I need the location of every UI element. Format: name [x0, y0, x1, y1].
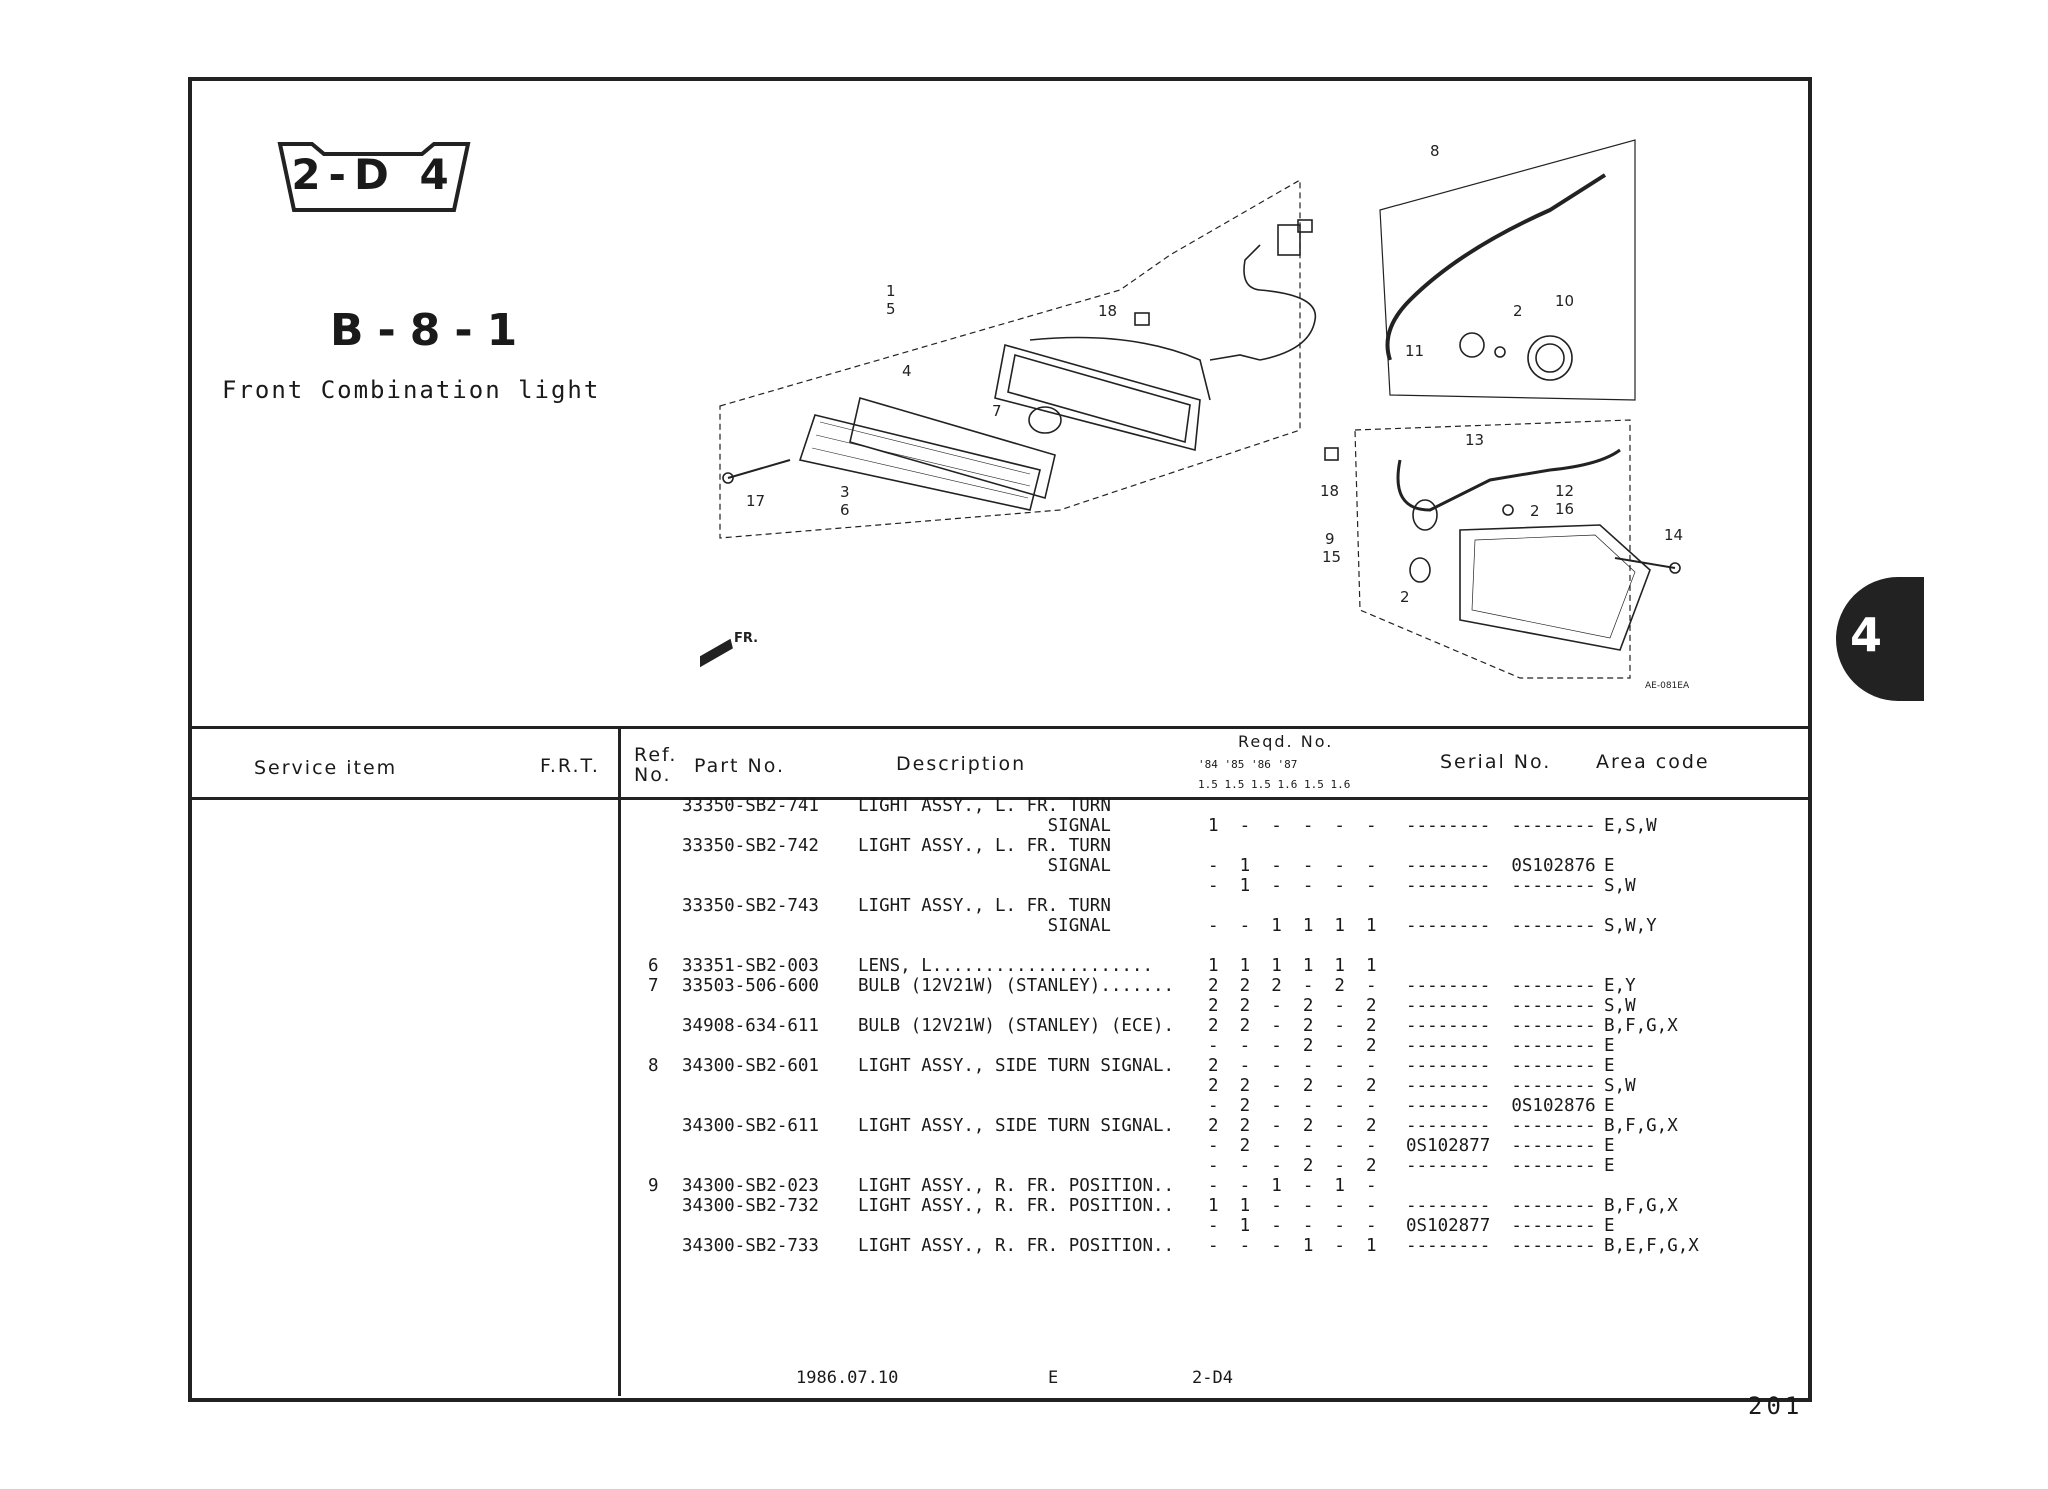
row-description: LIGHT ASSY., L. FR. TURN	[858, 796, 1111, 816]
col-ref-no-2: No.	[634, 764, 672, 786]
row-area-code: B,F,G,X	[1604, 1016, 1678, 1036]
row-part-no: 33350-SB2-743	[682, 896, 819, 916]
row-area-code: E	[1604, 1136, 1615, 1156]
row-area-code: S,W	[1604, 996, 1636, 1016]
row-serial-no: 0S102877 --------	[1406, 1216, 1596, 1236]
col-years: '84 '85 '86 '87	[1198, 758, 1298, 771]
col-part-no: Part No.	[694, 755, 786, 777]
row-area-code: E	[1604, 1156, 1615, 1176]
row-serial-no: -------- --------	[1406, 1056, 1596, 1076]
row-part-no: 34300-SB2-732	[682, 1196, 819, 1216]
row-qty: - - - 1 - 1	[1208, 1236, 1377, 1256]
row-area-code: E	[1604, 1056, 1615, 1076]
row-qty: 2 - - - - -	[1208, 1056, 1377, 1076]
section-code: 2-D 4	[291, 150, 457, 199]
callout-9: 9	[1325, 530, 1335, 548]
row-description: LIGHT ASSY., R. FR. POSITION..	[858, 1236, 1175, 1256]
row-ref-no: 9	[648, 1176, 659, 1196]
row-qty: 1 - - - - -	[1208, 816, 1377, 836]
col-reqd-no: Reqd. No.	[1238, 732, 1334, 751]
row-area-code: E	[1604, 1036, 1615, 1056]
col-ref-no-1: Ref.	[634, 744, 678, 766]
row-qty: 2 2 - 2 - 2	[1208, 1076, 1377, 1096]
callout-1: 1	[886, 282, 896, 300]
callout-2c: 2	[1400, 588, 1410, 606]
front-arrow-label: FR.	[734, 631, 759, 646]
callout-5: 5	[886, 300, 896, 318]
row-qty: 2 2 2 - 2 -	[1208, 976, 1377, 996]
row-part-no: 33503-506-600	[682, 976, 819, 996]
callout-15: 15	[1322, 548, 1342, 566]
row-serial-no: -------- --------	[1406, 1156, 1596, 1176]
row-qty: 2 2 - 2 - 2	[1208, 996, 1377, 1016]
row-part-no: 34908-634-611	[682, 1016, 819, 1036]
row-part-no: 33350-SB2-742	[682, 836, 819, 856]
footer-code: 2-D4	[1192, 1368, 1233, 1388]
row-description: SIGNAL	[858, 856, 1111, 876]
row-serial-no: -------- --------	[1406, 976, 1596, 996]
row-description: BULB (12V21W) (STANLEY).......	[858, 976, 1175, 996]
row-area-code: B,F,G,X	[1604, 1196, 1678, 1216]
row-qty: - - - 2 - 2	[1208, 1036, 1377, 1056]
page-number: 201	[1748, 1392, 1804, 1420]
chapter-tab-label: 4	[1850, 608, 1883, 662]
row-qty: - - 1 - 1 -	[1208, 1176, 1377, 1196]
row-part-no: 34300-SB2-601	[682, 1056, 819, 1076]
row-serial-no: -------- --------	[1406, 1116, 1596, 1136]
row-description: BULB (12V21W) (STANLEY) (ECE).	[858, 1016, 1175, 1036]
row-ref-no: 7	[648, 976, 659, 996]
row-ref-no: 8	[648, 1056, 659, 1076]
group-name: Front Combination light	[222, 376, 601, 404]
row-part-no: 34300-SB2-023	[682, 1176, 819, 1196]
callout-7: 7	[992, 402, 1002, 420]
row-area-code: E	[1604, 856, 1615, 876]
row-description: LIGHT ASSY., SIDE TURN SIGNAL.	[858, 1116, 1175, 1136]
row-description: LIGHT ASSY., L. FR. TURN	[858, 896, 1111, 916]
row-serial-no: -------- --------	[1406, 876, 1596, 896]
callout-12: 12	[1555, 482, 1575, 500]
callout-18: 18	[1098, 302, 1118, 320]
row-serial-no: -------- --------	[1406, 916, 1596, 936]
figure-code: AE-081EA	[1645, 681, 1690, 691]
row-description: LENS, L.....................	[858, 956, 1154, 976]
footer-edition: E	[1048, 1368, 1059, 1388]
row-qty: - 2 - - - -	[1208, 1096, 1377, 1116]
row-part-no: 33350-SB2-741	[682, 796, 819, 816]
callout-18b: 18	[1320, 482, 1340, 500]
row-serial-no: -------- 0S102876	[1406, 856, 1596, 876]
callout-3: 3	[840, 483, 850, 501]
col-engines: 1.5 1.5 1.5 1.6 1.5 1.6	[1198, 778, 1351, 791]
row-area-code: E	[1604, 1216, 1615, 1236]
col-serial-no: Serial No.	[1440, 751, 1552, 773]
row-area-code: E,S,W	[1604, 816, 1657, 836]
callout-11: 11	[1405, 342, 1425, 360]
callout-4: 4	[902, 362, 912, 380]
row-description: LIGHT ASSY., R. FR. POSITION..	[858, 1196, 1175, 1216]
row-area-code: B,E,F,G,X	[1604, 1236, 1699, 1256]
col-description: Description	[896, 753, 1027, 775]
exploded-parts-diagram	[700, 130, 1720, 710]
row-area-code: S,W	[1604, 876, 1636, 896]
callout-14: 14	[1664, 526, 1684, 544]
row-serial-no: -------- --------	[1406, 996, 1596, 1016]
row-qty: - - - 2 - 2	[1208, 1156, 1377, 1176]
callout-17: 17	[746, 492, 766, 510]
callout-8: 8	[1430, 142, 1440, 160]
callout-10: 10	[1555, 292, 1575, 310]
column-divider	[618, 727, 621, 1396]
row-serial-no: -------- --------	[1406, 1036, 1596, 1056]
row-description: SIGNAL	[858, 816, 1111, 836]
callout-16: 16	[1555, 500, 1575, 518]
col-frt: F.R.T.	[540, 755, 600, 777]
row-area-code: E,Y	[1604, 976, 1636, 996]
row-qty: - 1 - - - -	[1208, 1216, 1377, 1236]
row-qty: - - 1 1 1 1	[1208, 916, 1377, 936]
row-part-no: 34300-SB2-733	[682, 1236, 819, 1256]
row-description: LIGHT ASSY., SIDE TURN SIGNAL.	[858, 1056, 1175, 1076]
row-serial-no: -------- --------	[1406, 1236, 1596, 1256]
row-qty: - 2 - - - -	[1208, 1136, 1377, 1156]
row-qty: - 1 - - - -	[1208, 876, 1377, 896]
row-area-code: S,W,Y	[1604, 916, 1657, 936]
table-top-rule	[192, 726, 1808, 729]
row-qty: 1 1 - - - -	[1208, 1196, 1377, 1216]
row-ref-no: 6	[648, 956, 659, 976]
row-description: SIGNAL	[858, 916, 1111, 936]
col-area-code: Area code	[1596, 751, 1710, 773]
group-code: B-8-1	[330, 305, 532, 356]
row-serial-no: -------- --------	[1406, 816, 1596, 836]
row-serial-no: -------- --------	[1406, 1016, 1596, 1036]
row-serial-no: -------- --------	[1406, 1076, 1596, 1096]
row-serial-no: -------- --------	[1406, 1196, 1596, 1216]
callout-2b: 2	[1530, 502, 1540, 520]
col-service-item: Service item	[254, 757, 398, 779]
row-part-no: 33351-SB2-003	[682, 956, 819, 976]
callout-13: 13	[1465, 431, 1485, 449]
row-serial-no: -------- 0S102876	[1406, 1096, 1596, 1116]
callout-6: 6	[840, 501, 850, 519]
row-qty: 2 2 - 2 - 2	[1208, 1116, 1377, 1136]
row-serial-no: 0S102877 --------	[1406, 1136, 1596, 1156]
row-qty: 2 2 - 2 - 2	[1208, 1016, 1377, 1036]
row-area-code: B,F,G,X	[1604, 1116, 1678, 1136]
row-area-code: S,W	[1604, 1076, 1636, 1096]
row-area-code: E	[1604, 1096, 1615, 1116]
row-part-no: 34300-SB2-611	[682, 1116, 819, 1136]
row-qty: - 1 - - - -	[1208, 856, 1377, 876]
row-description: LIGHT ASSY., R. FR. POSITION..	[858, 1176, 1175, 1196]
row-qty: 1 1 1 1 1 1	[1208, 956, 1377, 976]
row-description: LIGHT ASSY., L. FR. TURN	[858, 836, 1111, 856]
footer-date: 1986.07.10	[796, 1368, 899, 1388]
callout-2: 2	[1513, 302, 1523, 320]
